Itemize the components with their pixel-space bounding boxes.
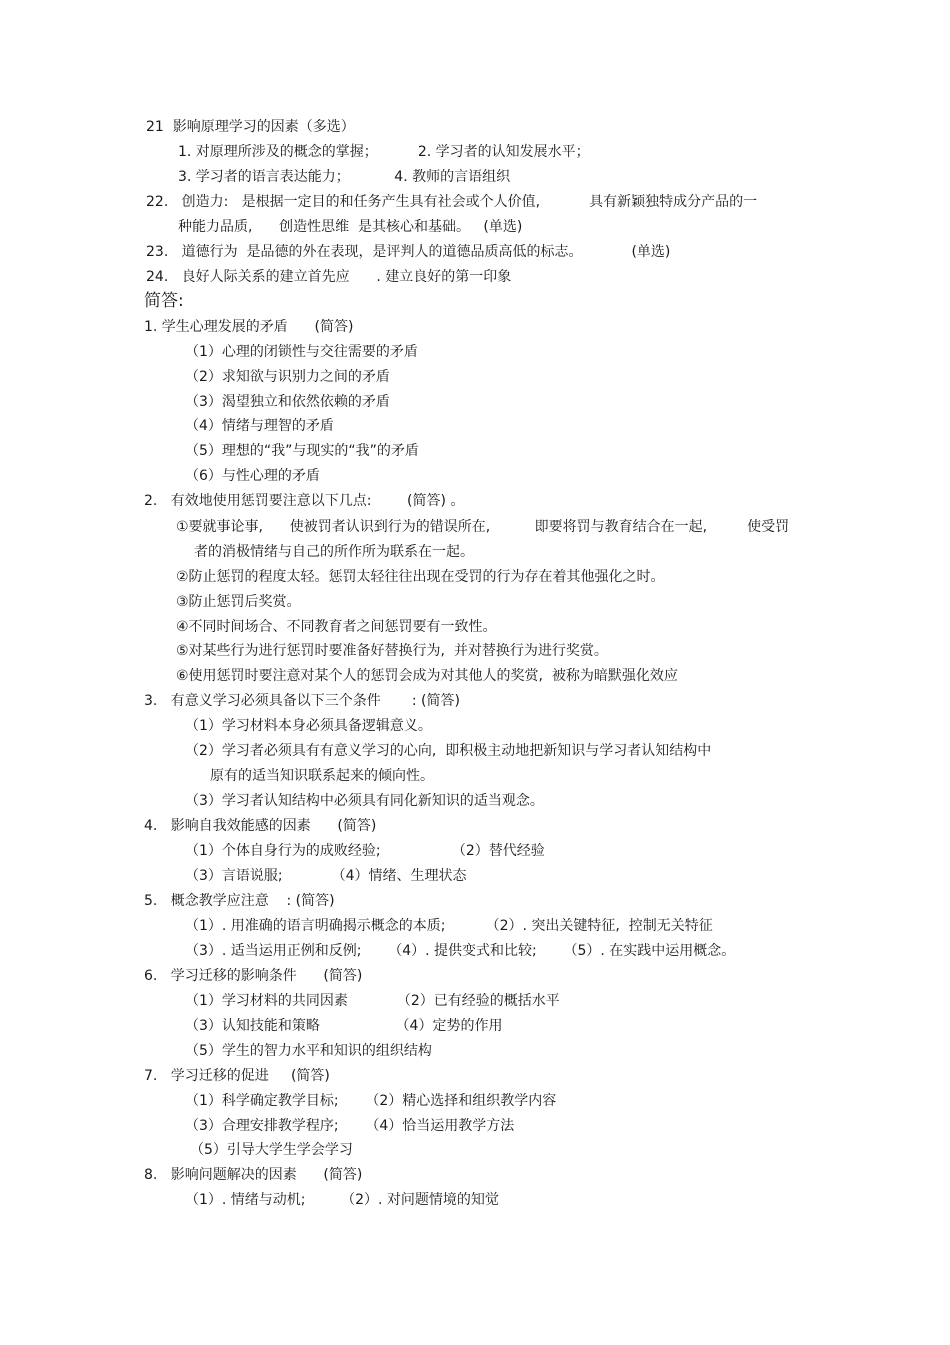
short-answer-6-items-line3: （5）学生的智力水平和知识的组织结构 [185, 1043, 432, 1059]
short-answer-3-item3: （3）学习者认知结构中必须具有同化新知识的适当观念。 [185, 793, 544, 809]
short-answer-2-item5: ⑤对某些行为进行惩罚时要准备好替换行为, 并对替换行为进行奖赏。 [176, 643, 608, 659]
short-answer-1-item3: （3）渴望独立和依然依赖的矛盾 [185, 394, 390, 410]
question-21-options-line1: 1. 对原理所涉及的概念的掌握； 2. 学习者的认知发展水平； [178, 144, 590, 160]
short-answer-1-item6: （6）与性心理的矛盾 [185, 468, 320, 484]
short-answer-4-items-line2: （3）言语说服; （4）情绪、生理状态 [185, 868, 467, 884]
short-answer-6-items-line2: （3）认知技能和策略 （4）定势的作用 [185, 1018, 503, 1034]
short-answer-1-title: 1. 学生心理发展的矛盾 (简答) [144, 319, 354, 335]
short-answer-2-item1-line1: ①要就事论事, 使被罚者认识到行为的错误所在, 即要将罚与教育结合在一起, 使受罚 [176, 519, 790, 535]
question-22-line1: 22. 创造力: 是根据一定目的和任务产生具有社会或个人价值, 具有新颖独特成分产品的一 [146, 194, 758, 210]
short-answer-1-item1: （1）心理的闭锁性与交往需要的矛盾 [185, 344, 418, 360]
short-answer-2-title: 2. 有效地使用惩罚要注意以下几点: (简答) 。 [144, 493, 465, 509]
short-answer-7-items-line1: （1）科学确定教学目标; （2）精心选择和组织教学内容 [185, 1093, 557, 1109]
question-21-options-line2: 3. 学习者的语言表达能力； 4. 教师的言语组织 [178, 169, 511, 185]
question-22-line2: 种能力品质, 创造性思维 是其核心和基础。 (单选) [178, 219, 523, 235]
question-21-title: 21 影响原理学习的因素（多选） [146, 119, 355, 135]
short-answer-7-items-line3: （5）引导大学生学会学习 [190, 1142, 353, 1158]
short-answer-8-title: 8. 影响问题解决的因素 (简答) [144, 1167, 363, 1183]
short-answer-2-item2: ②防止惩罚的程度太轻。惩罚太轻往往出现在受罚的行为存在着其他强化之时。 [176, 569, 665, 585]
short-answer-4-items-line1: （1）个体自身行为的成败经验; （2）替代经验 [185, 843, 545, 859]
short-answer-5-title: 5. 概念教学应注意 : (简答) [144, 893, 335, 909]
short-answer-2-item6: ⑥使用惩罚时要注意对某个人的惩罚会成为对其他人的奖赏, 被称为暗默强化效应 [176, 668, 678, 684]
short-answer-6-title: 6. 学习迁移的影响条件 (简答) [144, 968, 363, 984]
short-answer-6-items-line1: （1）学习材料的共同因素 （2）已有经验的概括水平 [185, 993, 560, 1009]
short-answer-3-item1: （1）学习材料本身必须具备逻辑意义。 [185, 718, 432, 734]
short-answer-1-item5: （5）理想的“我”与现实的“我”的矛盾 [185, 443, 419, 459]
short-answer-7-title: 7. 学习迁移的促进 (简答) [144, 1068, 330, 1084]
short-answer-5-items-line1: （1）. 用准确的语言明确揭示概念的本质; （2）. 突出关键特征, 控制无关特征 [185, 918, 713, 934]
short-answer-4-title: 4. 影响自我效能感的因素 (简答) [144, 818, 377, 834]
question-23: 23. 道德行为 是品德的外在表现，是评判人的道德品质高低的标志。 (单选) [146, 244, 671, 260]
question-24: 24. 良好人际关系的建立首先应 . 建立良好的第一印象 [146, 269, 512, 285]
short-answer-2-item3: ③防止惩罚后奖赏。 [176, 594, 301, 610]
short-answer-8-items-line1: （1）. 情绪与动机; （2）. 对问题情境的知觉 [185, 1192, 499, 1208]
section-heading-jianda: 简答: [144, 291, 184, 311]
short-answer-1-item2: （2）求知欲与识别力之间的矛盾 [185, 369, 390, 385]
short-answer-7-items-line2: （3）合理安排教学程序; （4）恰当运用教学方法 [185, 1118, 515, 1134]
short-answer-2-item1-line2: 者的消极情绪与自己的所作所为联系在一起。 [194, 544, 474, 560]
short-answer-2-item4: ④不同时间场合、不同教育者之间惩罚要有一致性。 [176, 619, 497, 635]
short-answer-3-item2-line1: （2）学习者必须具有有意义学习的心向, 即积极主动地把新知识与学习者认知结构中 [185, 743, 712, 759]
short-answer-1-item4: （4）情绪与理智的矛盾 [185, 418, 334, 434]
short-answer-5-items-line2: （3）. 适当运用正例和反例; （4）. 提供变式和比较; （5）. 在实践中运用概念。 [185, 943, 736, 959]
short-answer-3-title: 3. 有意义学习必须具备以下三个条件 : (简答) [144, 693, 460, 709]
short-answer-3-item2-line2: 原有的适当知识联系起来的倾向性。 [210, 768, 434, 784]
